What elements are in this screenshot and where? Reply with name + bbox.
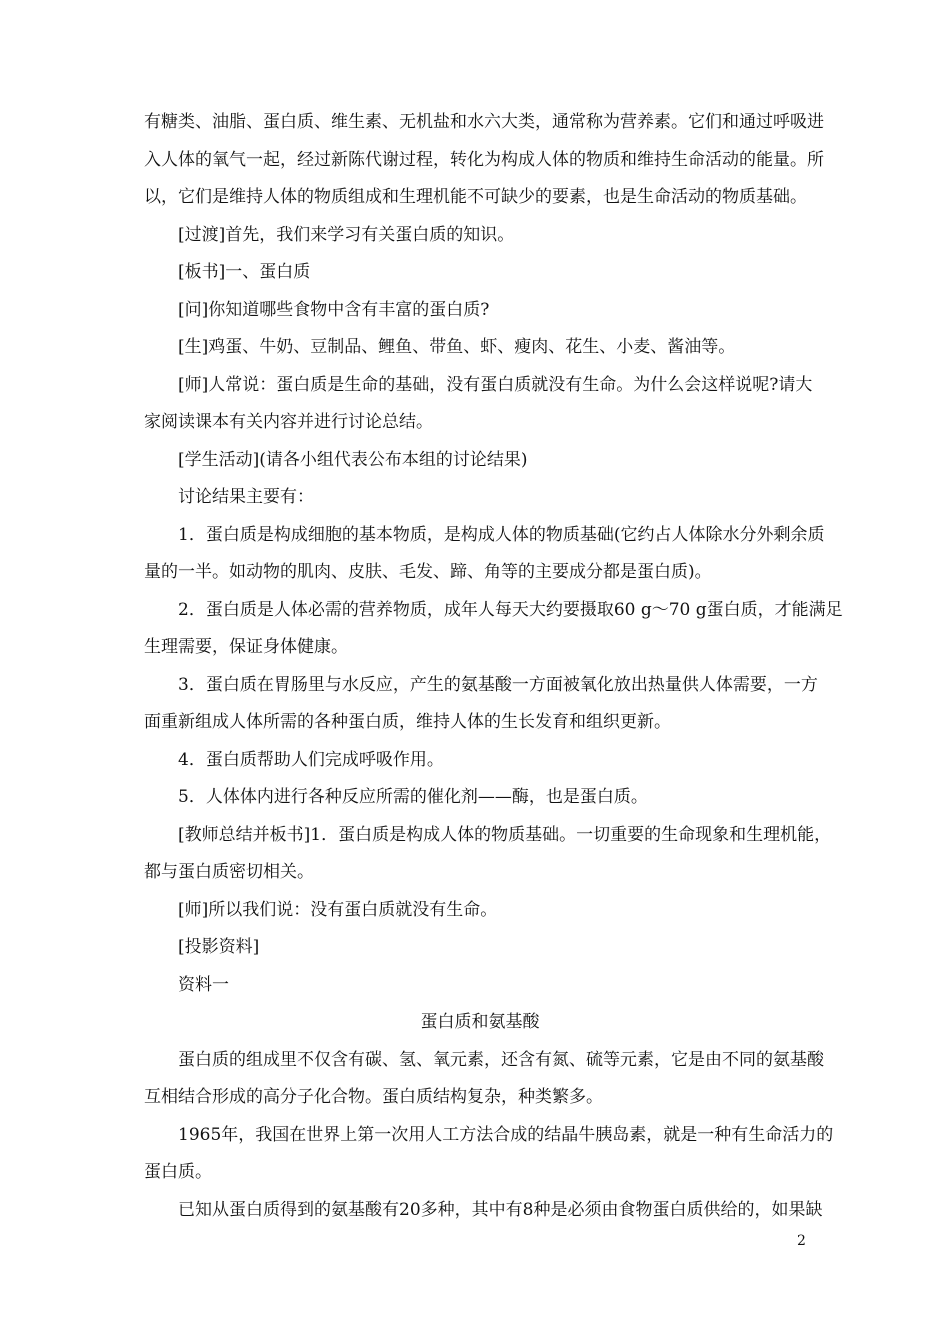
discussion-result-3: 3．蛋白质在胃肠里与水反应，产生的氨基酸一方面被氧化放出热量供人体需要，一方 <box>178 674 818 695</box>
page-body <box>144 104 843 1229</box>
discussion-result-3-cont: 面重新组成人体所需的各种蛋白质，维持人体的生长发育和组织更新。 <box>144 712 671 732</box>
discussion-result-1: 1．蛋白质是构成细胞的基本物质，是构成人体的物质基础(它约占人体除水分外剩余质 <box>178 524 825 545</box>
discussion-result-1-cont: 量的一半。如动物的肌肉、皮肤、毛发、蹄、角等的主要成分都是蛋白质)。 <box>144 562 712 582</box>
material-paragraph: 1965年，我国在世界上第一次用人工方法合成的结晶牛胰岛素，就是一种有生命活力的 <box>178 1124 834 1145</box>
student-answer: [生]鸡蛋、牛奶、豆制品、鲤鱼、带鱼、虾、瘦肉、花生、小麦、酱油等。 <box>178 337 736 357</box>
board-note: [板书]一、蛋白质 <box>178 262 311 282</box>
teacher-summary-cont: 都与蛋白质密切相关。 <box>144 862 314 882</box>
text-line: 有糖类、油脂、蛋白质、维生素、无机盐和水六大类，通常称为营养素。它们和通过呼吸进 <box>144 112 824 132</box>
discussion-result-2: 2．蛋白质是人体必需的营养物质，成年人每天大约要摄取60 g～70 g蛋白质，才能满足 <box>178 599 843 620</box>
material-paragraph-cont: 互相结合形成的高分子化合物。蛋白质结构复杂，种类繁多。 <box>144 1087 603 1107</box>
teacher-summary: [教师总结并板书]1．蛋白质是构成人体的物质基础。一切重要的生命现象和生理机能， <box>178 824 832 845</box>
teacher-statement-line: 家阅读课本有关内容并进行讨论总结。 <box>144 412 433 432</box>
page-number: 2 <box>797 1233 806 1249</box>
text-line: 以，它们是维持人体的物质组成和生理机能不可缺少的要素，也是生命活动的物质基础。 <box>144 187 807 207</box>
discussion-intro: 讨论结果主要有： <box>178 487 314 507</box>
material-label: 资料一 <box>178 974 229 995</box>
student-activity: [学生活动](请各小组代表公布本组的讨论结果) <box>178 449 528 470</box>
transition-paragraph: [过渡]首先，我们来学习有关蛋白质的知识。 <box>178 224 515 245</box>
material-paragraph: 蛋白质的组成里不仅含有碳、氢、氧元素，还含有氮、硫等元素，它是由不同的氨基酸 <box>178 1049 824 1070</box>
teacher-statement-line: [师]人常说：蛋白质是生命的基础，没有蛋白质就没有生命。为什么会这样说呢?请大 <box>178 374 813 395</box>
discussion-result-5: 5．人体体内进行各种反应所需的催化剂——酶，也是蛋白质。 <box>178 787 648 807</box>
material-paragraph: 已知从蛋白质得到的氨基酸有20多种，其中有8种是必须由食物蛋白质供给的，如果缺 <box>178 1199 823 1220</box>
teacher-conclusion: [师]所以我们说：没有蛋白质就没有生命。 <box>178 899 498 920</box>
discussion-result-2-cont: 生理需要，保证身体健康。 <box>144 637 348 657</box>
teacher-question: [问]你知道哪些食物中含有丰富的蛋白质? <box>178 299 490 320</box>
projection-label: [投影资料] <box>178 937 260 957</box>
material-title: 蛋白质和氨基酸 <box>420 1012 540 1032</box>
discussion-result-4: 4．蛋白质帮助人们完成呼吸作用。 <box>178 749 444 770</box>
text-line: 入人体的氧气一起，经过新陈代谢过程，转化为构成人体的物质和维持生命活动的能量。所 <box>144 149 824 170</box>
material-paragraph-cont: 蛋白质。 <box>144 1162 212 1182</box>
